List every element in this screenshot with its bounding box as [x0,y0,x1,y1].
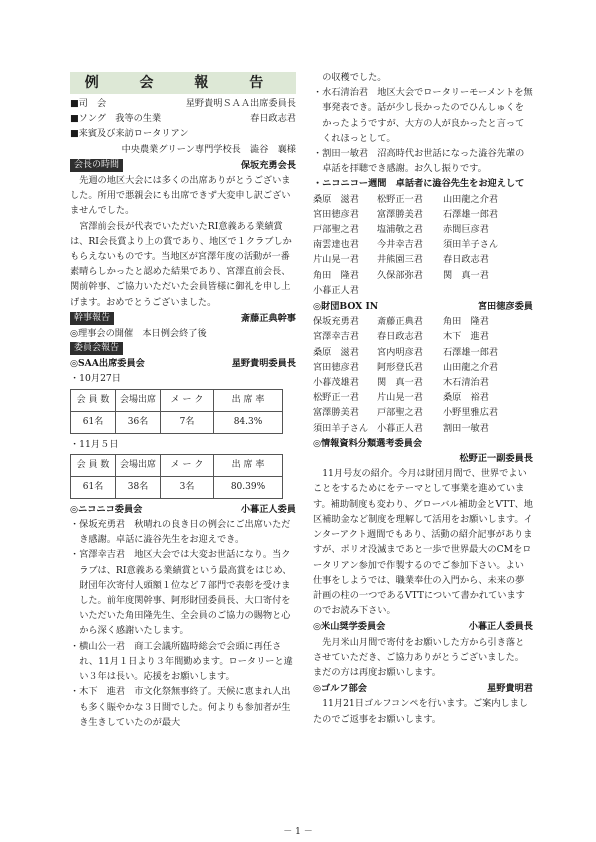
member-name [443,283,533,298]
role-song: ■ソング 我等の生業 春日政志君 [70,113,296,125]
member-name: 小野里雅広君 [443,407,499,419]
member-name: 小暮正人君 [377,422,423,434]
role-mc: ■司 会 星野貴明ＳＡＡ出席委員長 [70,98,296,109]
president-name: 保坂充勇会長 [240,159,296,171]
member-name: 関 真一君 [443,269,489,281]
member-name: 宮田徳彦君 [313,208,359,220]
box-header: ◎財団BOX IN 宮田徳彦委員 [313,301,533,313]
attendance-table-2 [70,454,283,499]
niko-continuation: の収穫でした。 [322,72,387,83]
niko-item: ・割田一敏君 沼高時代お世話になった澁谷先輩の卓話を拝聴でき感謝。お久し振りです。 [313,148,525,175]
member-name: 斎藤正典君 [377,316,423,328]
niko-week-header: ・ニコニコー週間 卓話者に澁谷先生をお迎えして [313,178,525,190]
niko-item: ・水石清治君 地区大会でロータリーモーメントを無事発表でき。話が少し長かったのでひんしゅくをかったようですが、大方の人が良かったと言ってくれほっとして。 [313,87,533,144]
member-name: 桑原 裕君 [443,392,489,404]
secretary-name: 斎藤正典幹事 [240,312,296,324]
member-name: 久保部弥君 [377,269,423,281]
committee-section-header [70,342,296,355]
niko-item: ・木下 進君 市文化祭無事終了。天候に恵まれ人出も多く賑やかな３日間でした。何よりも参加者が生き生きしていたのが最大 [70,686,291,728]
member-name: 井熊園三君 [377,254,423,266]
member-name: 山田龍之介君 [443,193,499,205]
member-name: 角田 隆君 [443,316,489,328]
niko-header: ◎ニコニコ委員会 小暮正人委員 [70,503,296,515]
member-name: 須田羊子さん [443,239,499,251]
table-row: 61名 36名 7名 84.3% [71,411,283,433]
table-row: 61名 38名 3名 80.39% [71,476,283,498]
member-name: 富澤勝美君 [377,208,423,220]
role-guest: ■来賓及び来訪ロータリアン [70,128,189,140]
member-name: 小暮正人君 [313,284,359,296]
member-name: 保坂充勇君 [313,316,359,328]
table-header-row: 会 員 数 会場出席 メ ー ク 出 席 率 [71,389,283,411]
niko-item: ・保坂充勇君 秋晴れの良き日の例会にご出席いただき感謝。卓話に澁谷先生をお迎えでき。 [70,519,291,546]
golf-header: ◎ゴルフ部会 星野貴明君 [313,683,533,695]
member-name: 松野正一君 [377,193,423,205]
right-column [313,70,533,727]
member-name: 赤間巨彦君 [443,224,489,236]
secretary-section-header [70,311,296,326]
committee-tag: 委員会報告 [70,342,123,355]
member-name: 宮田徳彦君 [313,361,359,373]
member-name: 宮澤幸吉君 [313,331,359,343]
member-name: 小暮茂雄君 [313,377,359,389]
member-name: 宮内明彦君 [377,346,423,358]
president-tag: 会長の時間 [70,159,123,172]
secretary-text: ◎理事会の開催 本日例会終了後 [70,328,207,340]
info-text: 11月号友の紹介。今月は財団月間で、世界でよいことをするためにをテーマとして事業を進めています。補助制度も変わり、グローバル補助金とVTT、地区補助金など制度を理解して活用をお願いします。インターアクト週間でもあり、活動の紹介記事がありますが、ポリオ没滅まであと一歩で世界最大のCMをロータリアン参加で作製するのでご参加下さい。よい仕事をしようでは、職業奉仕の入門から、未来の夢計画の柱の一つであるVTTについて書かれていますのでお読み下さい。 [313,468,533,617]
member-name: 片山晃一君 [313,254,359,266]
left-column [70,72,296,730]
member-name: 桑原 滋君 [313,346,359,358]
info-header: ◎情報資料分類選考委員会 [313,437,423,449]
president-para-1: 先週の地区大会には多くの出席ありがとうございました。所用で悪親会にも出席できず大変申し訳ございませんでした。 [70,175,291,217]
saa-date-2: ・11月５日 [70,438,119,450]
niko-week-names [313,192,533,298]
member-name: 塩浦敬之君 [377,224,423,236]
president-section-header [70,158,296,173]
member-name: 石澤雄一郎君 [443,208,499,220]
member-name: 松野正一君 [313,392,359,404]
info-name: 松野正一副委員長 [459,453,533,465]
attendance-table-1 [70,389,283,434]
member-name: 春日政志君 [443,254,489,266]
member-name [377,283,443,298]
yoneyama-text: 先月米山月間で寄付をお願いした方から引き落とさせていただき、ご協力ありがとうございました。まだの方は再度お願いします。 [313,636,525,678]
saa-date-1: ・10月27日 [70,373,121,385]
member-name: 春日政志君 [377,331,423,343]
page-title: 例 会 報 告 [70,72,296,94]
member-name: 木下 進君 [443,331,489,343]
guest-name: 中央農業グリーン専門学校長 澁谷 襄様 [121,143,296,155]
member-name: 桑原 滋君 [313,193,359,205]
member-name: 富澤勝美君 [313,407,359,419]
member-name: 須田羊子さん [313,422,369,434]
member-name: 戸部聖之君 [377,407,423,419]
member-name: 山田龍之介君 [443,361,499,373]
saa-header: ◎SAA出席委員会 星野貴明委員長 [70,358,296,370]
secretary-tag: 幹事報告 [70,312,114,325]
member-name: 関 真一君 [377,377,423,389]
member-name: 今井幸吉君 [377,239,423,251]
member-name: 角田 隆君 [313,269,359,281]
table-header-row: 会 員 数 会場出席 メ ー ク 出 席 率 [71,454,283,476]
member-name: 片山晃一君 [377,392,423,404]
member-name: 割田一敏君 [443,422,489,434]
niko-item: ・宮澤幸吉君 地区大会では大変お世話になり。当クラブは、RI意義ある業績賞という最高賞をはじめ、財団年次寄付人頭額１位など７部門で表彰を受けました。前年度関幹事、阿形財団委員長、大口寄付をいただいた角田隆先生、全会員のご協力の賜物と心から深く感謝いたします。 [70,549,292,637]
yoneyama-header: ◎米山奨学委員会 小暮正人委員長 [313,621,533,633]
member-name: 木石清治君 [443,377,489,389]
member-name: 石澤雄一郎君 [443,346,499,358]
president-para-2: 宮澤前会長が代表でいただいたRI意義ある業績賞は、RI会長賞より上の賞であり、地区で１クラブしかもらえないものです。当地区が宮澤年度の活動が一番素晴らしかったと認めた結果であり、宮澤直前会長、関前幹事、ご協力いただいた会員皆様に御礼を申し上げます。おめでとうございました。 [70,220,292,308]
member-name: 南雲達也君 [313,239,359,251]
niko-item: ・横山公一君 商工会議所臨時総会で会頭に再任され、11月１日より３年間勤めます。ロータリーと違い３年は長い。応援をお願いします。 [70,640,293,683]
member-name: 阿形登氏君 [377,361,423,373]
page-number: － 1 － [283,827,313,837]
golf-text: 11月21日ゴルフコンペを行います。ご案内しましたのでご返事をお願いします。 [313,698,529,725]
box-names [313,314,533,436]
member-name: 戸部聖之君 [313,224,359,236]
